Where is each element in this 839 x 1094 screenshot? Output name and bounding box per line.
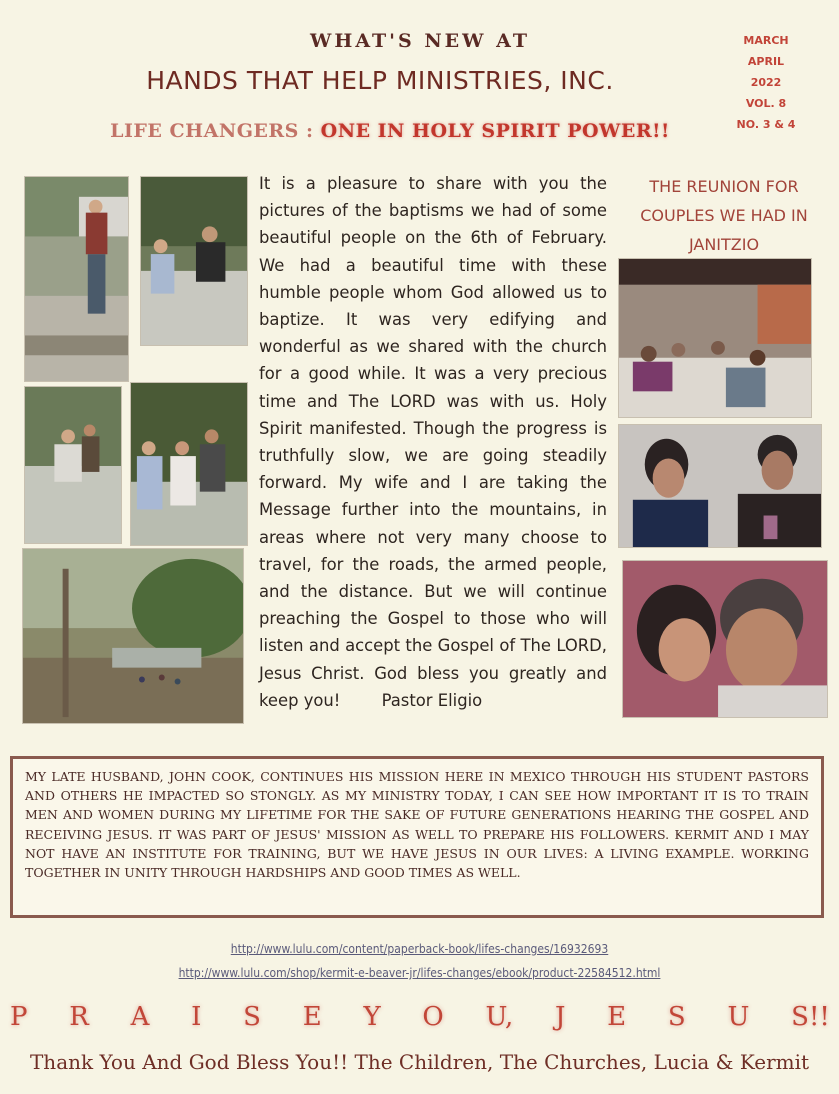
issue-info xyxy=(726,30,806,135)
baptism-photo-group-in-river xyxy=(130,382,248,546)
baptism-photo-water-immersion xyxy=(140,176,248,346)
praise-letter: E xyxy=(302,1002,322,1032)
baptism-photo-river-man xyxy=(24,176,129,382)
organization-name: HANDS THAT HELP MINISTRIES, INC. xyxy=(146,66,614,95)
reunion-photo-couple-table xyxy=(618,424,822,548)
ministry-message-box xyxy=(10,756,824,918)
praise-banner xyxy=(10,1002,830,1032)
praise-letter: R xyxy=(69,1002,89,1032)
praise-letter: E xyxy=(607,1002,627,1032)
praise-letter: I xyxy=(191,1002,202,1032)
book-link-ebook[interactable]: http://www.lulu.com/shop/kermit-e-beaver-jr/lifes-changes/ebook/product-22584512.html xyxy=(178,966,661,980)
newsletter-kicker: WHAT'S NEW AT xyxy=(310,30,530,52)
praise-letter: J xyxy=(554,1002,566,1032)
issue-month-2: APRIL xyxy=(747,55,785,68)
book-link-paperback[interactable]: http://www.lulu.com/content/paperback-book/lifes-changes/16932693 xyxy=(230,942,609,956)
main-article xyxy=(259,170,607,714)
issue-month-1: MARCH xyxy=(743,34,789,47)
praise-letter: U xyxy=(727,1002,750,1032)
praise-letter: U, xyxy=(485,1002,514,1032)
praise-letter: P xyxy=(10,1002,28,1032)
praise-letter: O xyxy=(422,1002,444,1032)
newsletter-tagline xyxy=(60,120,720,142)
article-signature: Pastor Eligio xyxy=(381,690,483,710)
baptism-photo-river-wading xyxy=(24,386,122,544)
baptism-photo-river-landscape xyxy=(22,548,244,724)
tagline-theme: ONE IN HOLY SPIRIT POWER!! xyxy=(320,120,670,142)
reunion-photo-couple-closeup xyxy=(622,560,828,718)
closing-thanks: Thank You And God Bless You!! The Children, The Churches, Lucia & Kermit xyxy=(29,1050,810,1074)
praise-letter: S!! xyxy=(791,1002,830,1032)
praise-letter: Y xyxy=(363,1002,381,1032)
praise-letter: A xyxy=(130,1002,150,1032)
reunion-caption: THE REUNION FOR COUPLES WE HAD IN JANITZIO xyxy=(640,177,808,254)
praise-letter: S xyxy=(243,1002,261,1032)
article-body: It is a pleasure to share with you the pictures of the baptisms we had of some beautiful people on the 6th of February. We had a beautiful time with these humble people whom God allowed us to baptize. It was very edifying and wonderful as we shared with the church for a good while. It was a very precious time and The LORD was with us. Holy Spirit manifested. Though the progress is truthfully slow, we are going steadily forward. My wife and I are taking the Message further into the mountains, in areas where not very many choose to travel, for the roads, the armed people, and the distance. But we will continue preaching the Gospel to those who will listen and accept the Gospel of The LORD, Jesus Christ. God bless you greatly and keep you! xyxy=(259,174,607,710)
praise-letter: S xyxy=(667,1002,686,1032)
reunion-photo-tables xyxy=(618,258,812,418)
tagline-series: LIFE CHANGERS : xyxy=(110,120,321,142)
ministry-message-text: MY LATE HUSBAND, JOHN COOK, CONTINUES HIS MISSION HERE IN MEXICO THROUGH HIS STUDENT PASTORS AND OTHERS HE IMPACTED SO STONGLY. AS MY MINISTRY TODAY, I CAN SEE HOW IMPORTANT IT IS TO TRAIN MEN AND WOMEN DURING MY LIFETIME FOR THE SAKE OF FUTURE GENERATIONS HEARING THE GOSPEL AND RECEIVING JESUS. IT WAS PART OF JESUS' MISSION AS WELL TO PREPARE HIS FOLLOWERS. KERMIT AND I MAY NOT HAVE AN INSTITUTE FOR TRAINING, BUT WE HAVE JESUS IN OUR LIVES: A LIVING EXAMPLE. WORKING TOGETHER IN UNITY THROUGH HARDSHIPS AND GOOD TIMES AS WELL. xyxy=(25,769,809,881)
issue-year: 2022 xyxy=(750,76,782,89)
issue-number: NO. 3 & 4 xyxy=(736,118,796,131)
issue-volume: VOL. 8 xyxy=(745,97,787,110)
